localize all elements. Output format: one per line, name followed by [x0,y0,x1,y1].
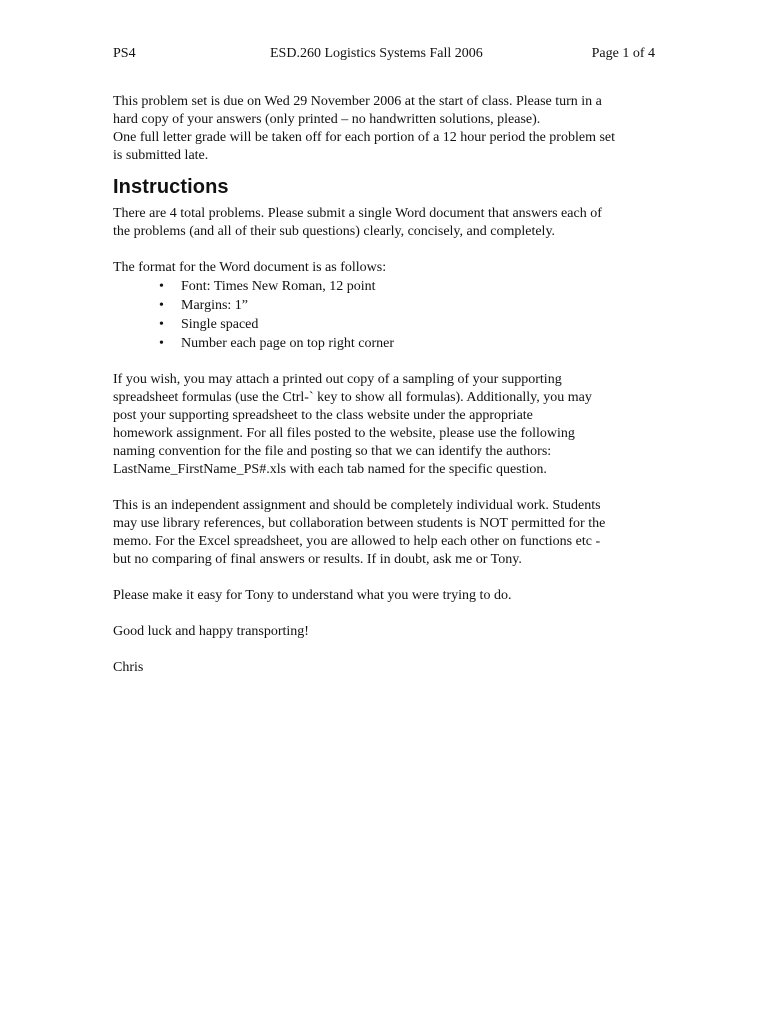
format-list-item [113,277,661,296]
intro-line: One full letter grade will be taken off for each portion of a 12 hour period the problem set [113,130,616,145]
header-problem-set: PS4 [113,46,136,61]
instructions-heading: Instructions [113,176,229,198]
format-intro: The format for the Word document is as follows: [113,260,387,275]
intro-line: hard copy of your answers (only printed – no handwritten solutions, please). [113,112,541,127]
independent-line: memo. For the Excel spreadsheet, you are allowed to help each other on functions etc - [113,534,601,549]
intro-line: This problem set is due on Wed 29 November 2006 at the start of class. Please turn in a [113,94,602,109]
format-list-item [113,296,661,315]
header-page-number: Page 1 of 4 [591,46,655,61]
independent-line: This is an independent assignment and should be completely individual work. Students [113,498,601,513]
format-item-text: Font: Times New Roman, 12 point [181,279,376,294]
attachment-line: naming convention for the file and posting so that we can identify the authors: [113,444,552,459]
problems-paragraph [113,205,661,241]
tony-note: Please make it easy for Tony to understand what you were trying to do. [113,588,512,603]
attachment-line: If you wish, you may attach a printed out copy of a sampling of your supporting [113,372,562,387]
signature: Chris [113,660,144,675]
independent-line: may use library references, but collaboration between students is NOT permitted for the [113,516,606,531]
bullet-icon: • [159,279,164,294]
page-header [113,46,655,66]
paragraph-gap [113,479,661,497]
bullet-icon: • [159,317,164,332]
format-list-item [113,315,661,334]
format-list [113,277,661,353]
format-item-text: Single spaced [181,317,259,332]
paragraph-gap [113,569,661,587]
paragraph-gap [113,241,661,259]
format-item-text: Number each page on top right corner [181,336,395,351]
good-luck-line: Good luck and happy transporting! [113,624,309,639]
paragraph-gap [113,641,661,659]
header-course-title: ESD.260 Logistics Systems Fall 2006 [270,46,483,61]
format-list-item [113,334,661,353]
independent-work-paragraph [113,497,661,569]
attachment-line: LastName_FirstName_PS#.xls with each tab named for the specific question. [113,462,547,477]
paragraph-gap [113,353,661,371]
problems-line: There are 4 total problems. Please submit a single Word document that answers each of [113,206,602,221]
intro-paragraph [113,93,661,165]
bullet-icon: • [159,298,164,313]
independent-line: but no comparing of final answers or results. If in doubt, ask me or Tony. [113,552,522,567]
attachment-paragraph [113,371,661,479]
format-item-text: Margins: 1” [181,298,249,313]
problems-line: the problems (and all of their sub questions) clearly, concisely, and completely. [113,224,556,239]
document-body [113,93,661,677]
attachment-line: post your supporting spreadsheet to the class website under the appropriate [113,408,533,423]
intro-line: is submitted late. [113,148,209,163]
attachment-line: homework assignment. For all files posted to the website, please use the following [113,426,575,441]
attachment-line: spreadsheet formulas (use the Ctrl-` key to show all formulas). Additionally, you may [113,390,592,405]
bullet-icon: • [159,336,164,351]
paragraph-gap [113,605,661,623]
